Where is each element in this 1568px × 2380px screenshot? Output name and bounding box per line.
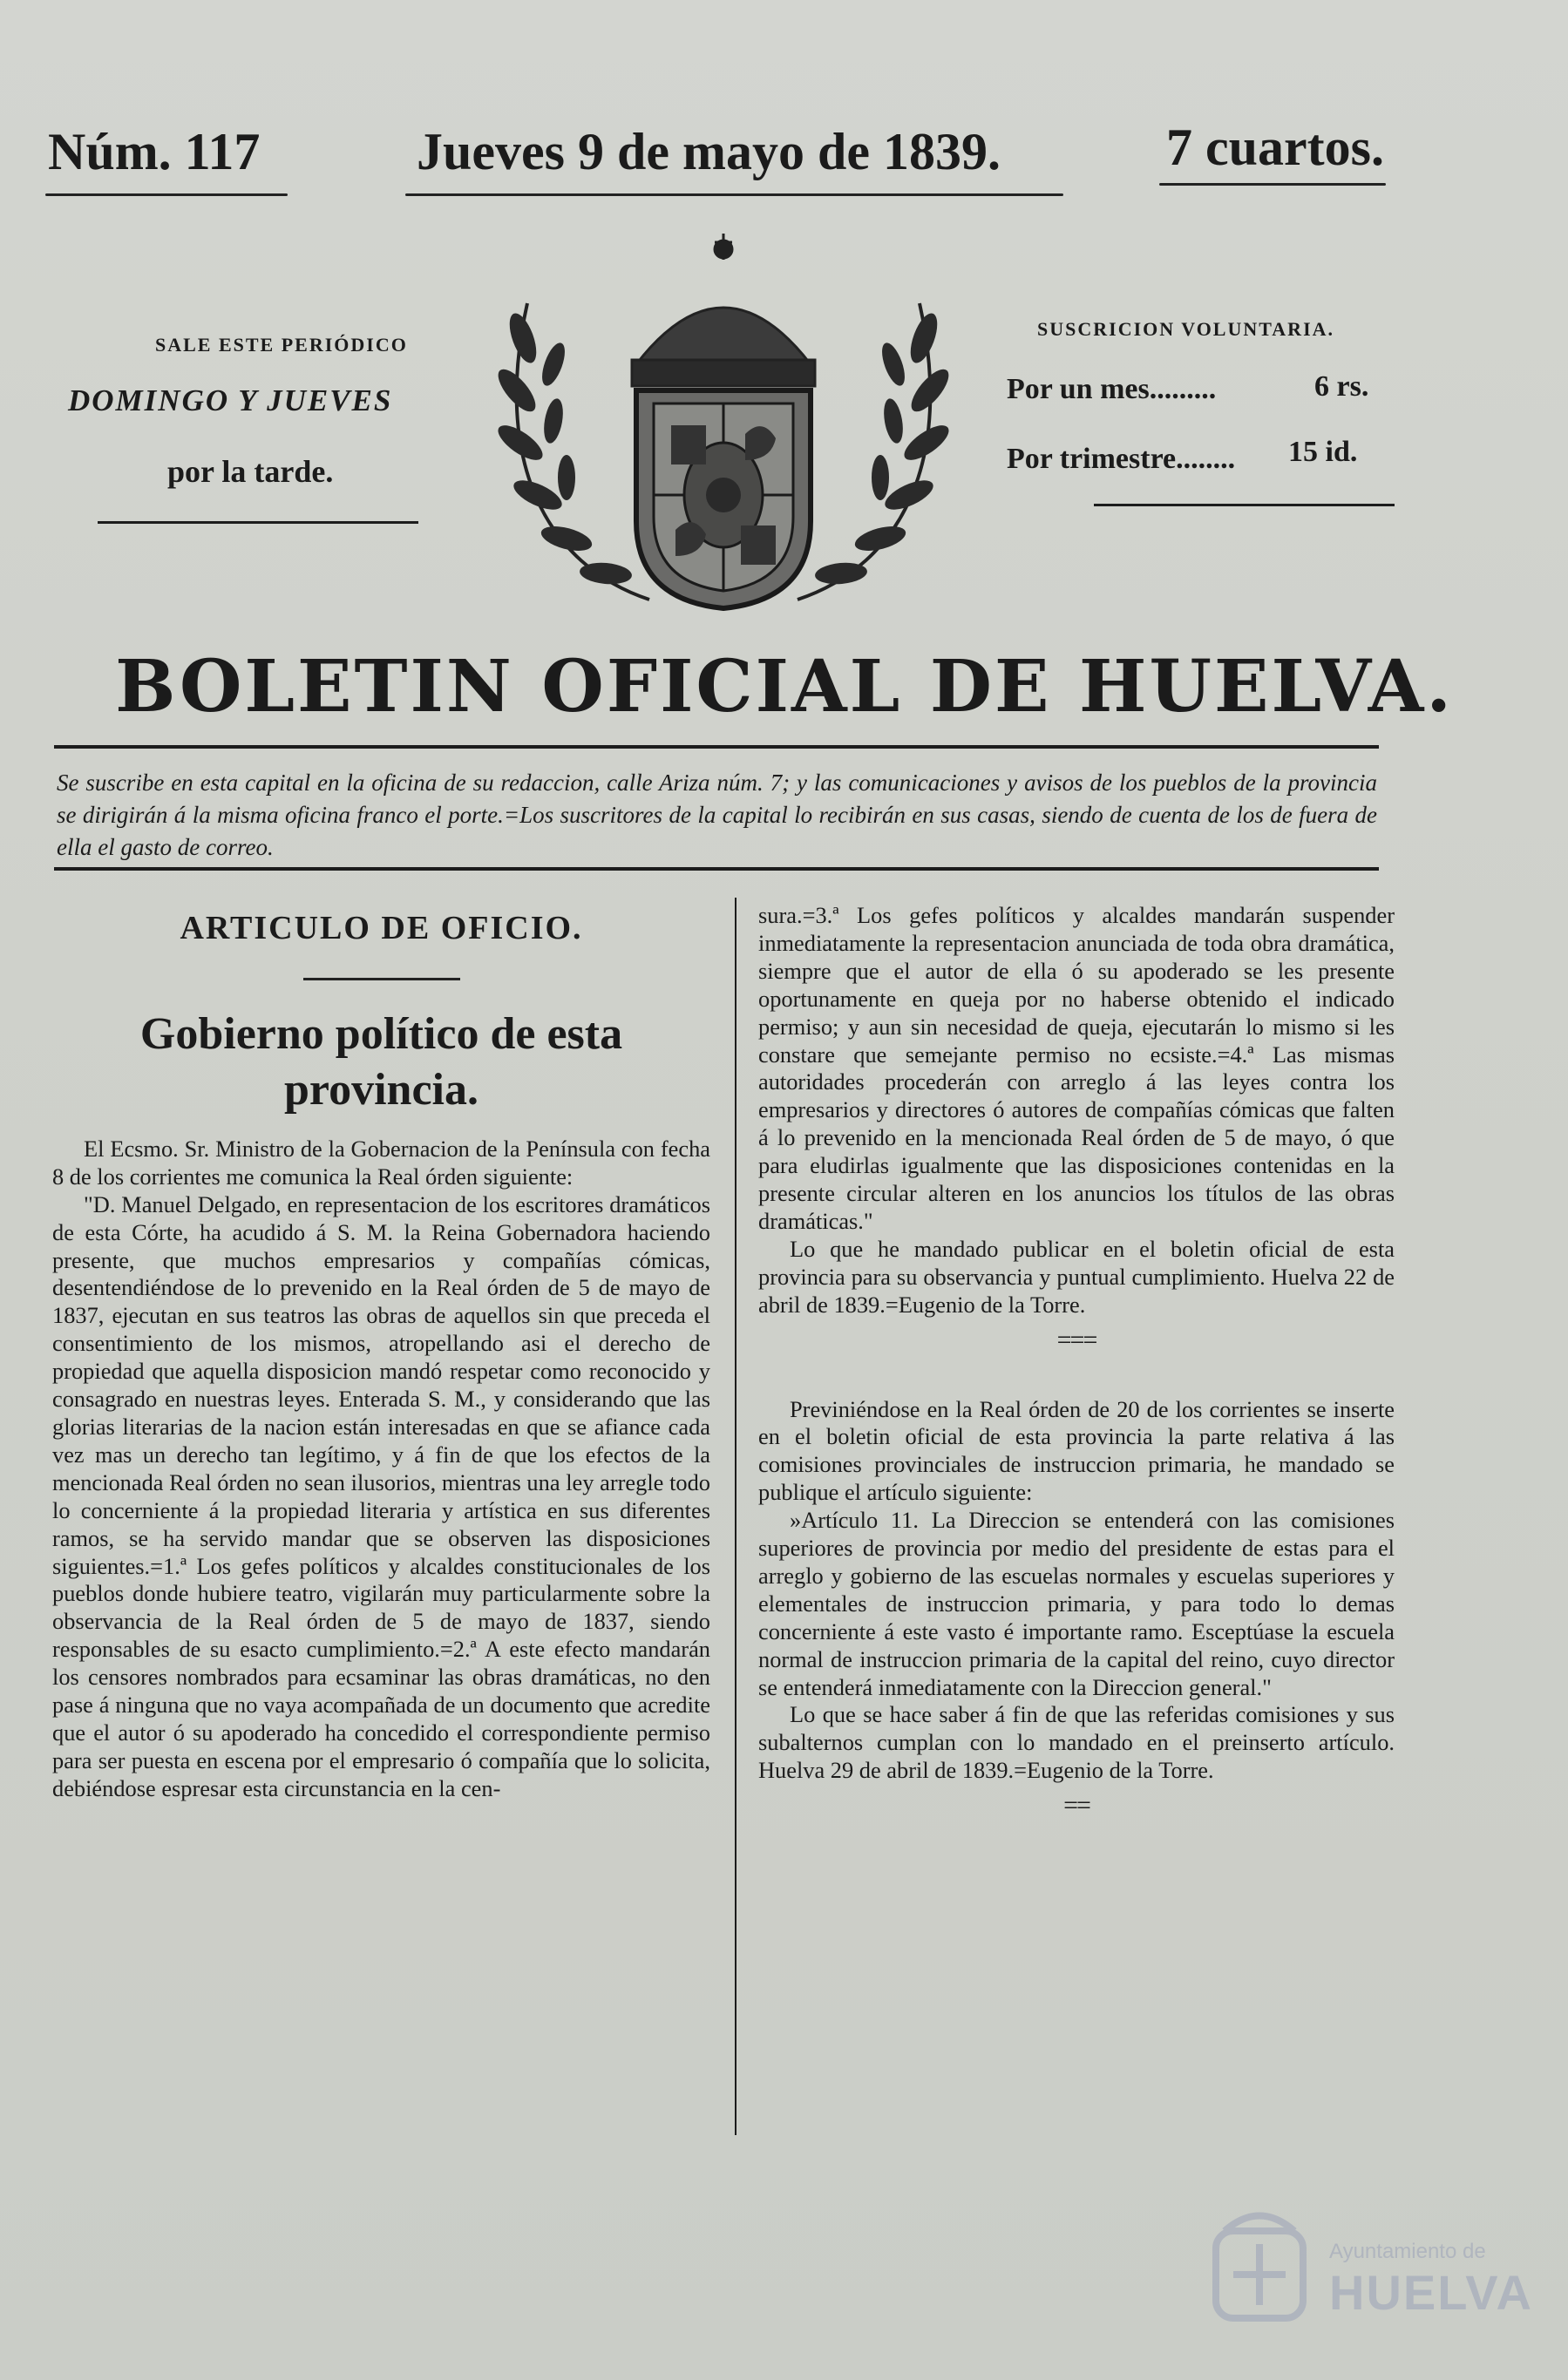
intro-paragraph: El Ecsmo. Sr. Ministro de la Gobernacion de la Península con fecha 8 de los corrientes me comunica la Real órden siguiente: <box>52 1135 710 1190</box>
closing-paragraph-1: Lo que he mandado publicar en el boletin oficial de esta provincia para su observancia y puntual cumplimiento. Huelva 22 de abril de 1839.=Eugenio de la Torre. <box>758 1235 1395 1318</box>
section-ornament-rule <box>303 978 460 980</box>
government-title-line2: provincia. <box>284 1064 479 1115</box>
price-row-quarter-value: 15 id. <box>1288 436 1358 468</box>
price-row-quarter-label: Por trimestre........ <box>1007 443 1236 475</box>
article-11-text: »Artículo 11. La Direccion se entenderá con las comisiones superiores de provincia por medio del presidente de estas para el arreglo y gobierno de las escuelas normales y escuelas superiores y elementales de instruccion primaria, y para todo lo demas concerniente á este vasto é importante ramo. Esceptúase la escuela normal de instruccion primaria de la capital del reino, cuyo director se entenderá inmediatamente con la Direccion general." <box>758 1507 1395 1700</box>
closing-paragraph-2: Lo que se hace saber á fin de que las referidas comisiones y sus subalternos cumplan con lo mandado en el preinserto artículo. Huelva 29 de abril de 1839.=Eugenio de la Torre. <box>758 1701 1395 1784</box>
issue-price-underline <box>1159 183 1386 186</box>
issue-number: Núm. 117 <box>48 123 261 180</box>
subscription-top-rule <box>54 745 1379 749</box>
publication-days: DOMINGO Y JUEVES <box>68 383 393 417</box>
city-council-logo <box>1207 2205 1312 2327</box>
watermark-text-bottom: HUELVA <box>1329 2265 1533 2320</box>
section-title: ARTICULO DE OFICIO. <box>180 910 583 946</box>
right-column <box>758 902 1395 1820</box>
royal-order-text: "D. Manuel Delgado, en representacion de los escritores dramáticos de esta Córte, ha acudido á S. M. la Reina Gobernadora haciendo presente, que muchos empresarios y compañías cómicas, desentendiéndose de lo prevenido en la Real órden de 5 de mayo de 1837, ejecutan en sus teatros las obras de aquellos sin que preceda el consentimiento de los mismos, atropellando asi el derecho de propiedad que aquella disposicion mandó respetar como reconocido y consagrado en nuestras leyes. Enterada S. M., y considerando que las glorias literarias de la nacion están interesadas en que se afiance cada vez mas un derecho tan legítimo, y á fin de que los efectos de la mencionada Real órden no sean ilusorios, mientras una ley arregle todo lo concerniente á la propiedad literaria y artística en sus diferentes ramos, se ha servido mandar que se observen las disposiciones siguientes.=1.ª Los gefes políticos y alcaldes constitucionales de los pueblos donde hubiere teatro, vigilarán muy particularmente sobre la observancia de la Real órden de 5 de mayo de 1837, siendo responsables de su esacto cumplimiento.=2.ª A este efecto mandarán los censores nombrados para ecsaminar las obras dramáticas, no den pase á ninguna que no vaya acompañada de un documento que acredite que el autor ó su apoderado ha concedido el correspondiente permiso para ser puesta en escena por el empresario ó compañía que lo solicita, debiéndose espresar esta circunstancia en la cen- <box>52 1190 710 1801</box>
issue-number-underline <box>45 193 288 196</box>
watermark-text-top: Ayuntamiento de <box>1329 2240 1486 2263</box>
left-column <box>52 910 710 1803</box>
separator-1: === <box>1056 1325 1096 1354</box>
price-row-month-label: Por un mes......... <box>1007 373 1217 405</box>
masthead-title: BOLETIN OFICIAL DE HUELVA. <box>115 645 1454 729</box>
publication-schedule-title: SALE ESTE PERIÓDICO <box>155 334 408 356</box>
right-notice-rule <box>1094 504 1395 506</box>
column-divider <box>735 898 736 2135</box>
subscription-notice: Se suscribe en esta capital en la oficina de su redaccion, calle Ariza núm. 7; y las comunicaciones y avisos de los pueblos de la provincia se dirigirán á la misma oficina franco el porte.=Los suscritores de la capital lo recibirán en sus casas, siendo de cuenta de los de fuera de ella el gasto de correo. <box>57 770 1377 860</box>
government-title-line1: Gobierno político de esta <box>139 1008 623 1059</box>
separator-2: == <box>1063 1791 1089 1821</box>
issue-price: 7 cuartos. <box>1166 119 1384 176</box>
publication-time: por la tarde. <box>167 454 334 489</box>
left-notice-rule <box>98 521 418 524</box>
price-row-month-value: 6 rs. <box>1314 370 1369 403</box>
instruction-notice-intro: Previniéndose en la Real órden de 20 de los corrientes se inserte en el boletin oficial de esta provincia la parte relativa á las comisiones provinciales de instruccion primaria, he mandado se publique el artículo siguiente: <box>758 1395 1395 1506</box>
royal-order-continuation: sura.=3.ª Los gefes políticos y alcaldes mandarán suspender inmediatamente la representacion anunciada de toda obra dramática, siempre que el autor de ella ó su apoderado se les presente oportunamente en queja por no haberse obtenido el indicado permiso; y aun sin necesidad de queja, ejecutarán lo mismo si les constare que semejante permiso no ecsiste.=4.ª Las mismas autoridades procederán con arreglo á las leyes contra los empresarios y directores ó autores de compañías cómicas que falten á lo prevenido en la mencionada Real órden de 5 de mayo, ó que para eludirlas igualmente que las disposiciones contenidas en la presente circular alteren en los anuncios los títulos de las obras dramáticas." <box>758 902 1395 1234</box>
issue-date: Jueves 9 de mayo de 1839. <box>417 123 1001 180</box>
subscription-bottom-rule <box>54 867 1379 871</box>
coat-of-arms-emblem <box>475 234 972 626</box>
subscription-title: SUSCRICION VOLUNTARIA. <box>1037 318 1335 340</box>
issue-date-underline <box>405 193 1063 196</box>
